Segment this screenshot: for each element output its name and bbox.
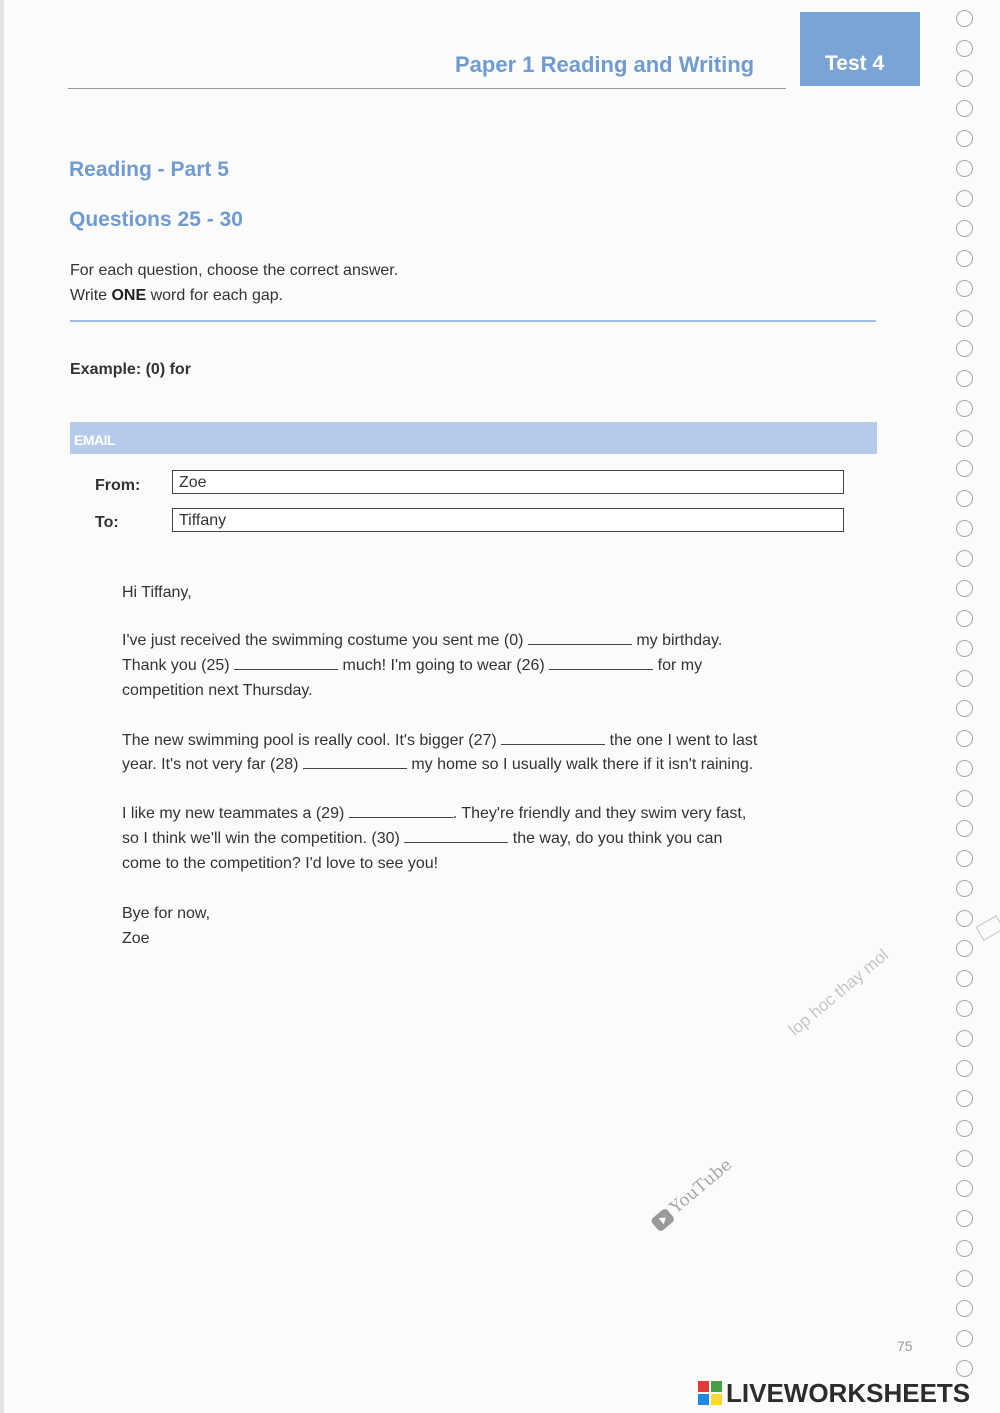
binder-hole	[956, 730, 973, 747]
liveworksheets-logo-icon	[698, 1381, 722, 1405]
binder-hole	[956, 70, 973, 87]
youtube-icon	[650, 1207, 676, 1232]
email-label: EMAIL	[74, 432, 116, 448]
binder-hole	[956, 130, 973, 147]
paragraph-2-line-2: year. It's not very far (28) my home so I usually walk there if it isn't raining.	[122, 756, 754, 773]
binder-hole	[956, 790, 973, 807]
binder-hole	[956, 820, 973, 837]
binder-hole	[956, 1090, 973, 1107]
to-label: To:	[95, 514, 119, 531]
gap-30-input[interactable]	[404, 828, 508, 843]
binder-hole	[956, 1060, 973, 1077]
gap-27-input[interactable]	[501, 730, 605, 745]
binder-hole	[956, 1270, 973, 1287]
binder-hole	[956, 1360, 973, 1377]
from-label: From:	[95, 477, 141, 494]
binder-hole	[956, 1180, 973, 1197]
binder-hole	[956, 850, 973, 867]
binder-hole	[956, 460, 973, 477]
instruction-divider	[70, 320, 876, 322]
binder-hole	[956, 1210, 973, 1227]
email-greeting: Hi Tiffany,	[122, 584, 192, 601]
binder-hole	[956, 310, 973, 327]
gap-28-input[interactable]	[303, 754, 407, 769]
binder-hole	[956, 670, 973, 687]
from-field: Zoe	[172, 470, 844, 494]
binder-hole	[956, 40, 973, 57]
binder-hole	[956, 250, 973, 267]
binder-hole	[956, 1030, 973, 1047]
pencil-mark-icon	[976, 915, 1000, 941]
gap-29-input[interactable]	[349, 803, 453, 818]
binder-hole	[956, 1150, 973, 1167]
page-edge	[0, 0, 4, 1413]
paragraph-3-line-2: so I think we'll win the competition. (30) the way, do you think you can	[122, 830, 723, 847]
paragraph-1-line-3: competition next Thursday.	[122, 682, 313, 699]
binder-hole	[956, 880, 973, 897]
paragraph-3-line-1: I like my new teammates a (29) . They're friendly and they swim very fast,	[122, 805, 747, 822]
paper-title: Paper 1 Reading and Writing	[455, 52, 755, 77]
instruction-line-1: For each question, choose the correct answer.	[70, 262, 399, 279]
binder-hole	[956, 550, 973, 567]
binder-hole	[956, 910, 973, 927]
paragraph-3-line-3: come to the competition? I'd love to see you!	[122, 855, 439, 872]
page-number: 75	[897, 1338, 913, 1354]
binder-hole	[956, 220, 973, 237]
binder-holes	[956, 10, 978, 1390]
binder-hole	[956, 640, 973, 657]
email-signoff: Bye for now,	[122, 905, 211, 922]
gap-26-input[interactable]	[549, 655, 653, 670]
binder-hole	[956, 400, 973, 417]
binder-hole	[956, 190, 973, 207]
binder-hole	[956, 970, 973, 987]
gap-0	[528, 630, 632, 645]
binder-hole	[956, 1330, 973, 1347]
class-watermark: lop hoc thay mol	[785, 945, 893, 1040]
questions-heading: Questions 25 - 30	[69, 208, 243, 231]
binder-hole	[956, 1300, 973, 1317]
example-answer: Example: (0) for	[70, 361, 191, 378]
binder-hole	[956, 100, 973, 117]
binder-hole	[956, 160, 973, 177]
gap-25-input[interactable]	[234, 655, 338, 670]
test-badge-label: Test 4	[825, 52, 885, 75]
binder-hole	[956, 520, 973, 537]
youtube-watermark: YouTube	[648, 1155, 736, 1233]
binder-hole	[956, 1120, 973, 1137]
binder-hole	[956, 370, 973, 387]
binder-hole	[956, 490, 973, 507]
binder-hole	[956, 430, 973, 447]
email-header-bar	[70, 422, 877, 454]
binder-hole	[956, 280, 973, 297]
test-badge	[800, 12, 920, 86]
binder-hole	[956, 760, 973, 777]
instruction-emphasis: ONE	[111, 287, 147, 304]
binder-hole	[956, 1000, 973, 1017]
binder-hole	[956, 610, 973, 627]
instruction-line-2: Write ONE word for each gap.	[70, 287, 284, 304]
paragraph-1-line-2: Thank you (25) much! I'm going to wear (26) for my	[122, 657, 703, 674]
email-signature: Zoe	[122, 930, 150, 947]
part-heading: Reading - Part 5	[69, 158, 229, 181]
paragraph-1-line-1: I've just received the swimming costume you sent me (0) my birthday.	[122, 632, 723, 649]
binder-hole	[956, 700, 973, 717]
binder-hole	[956, 940, 973, 957]
binder-hole	[956, 1240, 973, 1257]
header-divider	[68, 88, 786, 89]
binder-hole	[956, 580, 973, 597]
to-field: Tiffany	[172, 508, 844, 532]
paragraph-2-line-1: The new swimming pool is really cool. It's bigger (27) the one I went to last	[122, 732, 758, 749]
binder-hole	[956, 340, 973, 357]
binder-hole	[956, 10, 973, 27]
liveworksheets-logo: LIVEWORKSHEETS	[698, 1378, 970, 1409]
